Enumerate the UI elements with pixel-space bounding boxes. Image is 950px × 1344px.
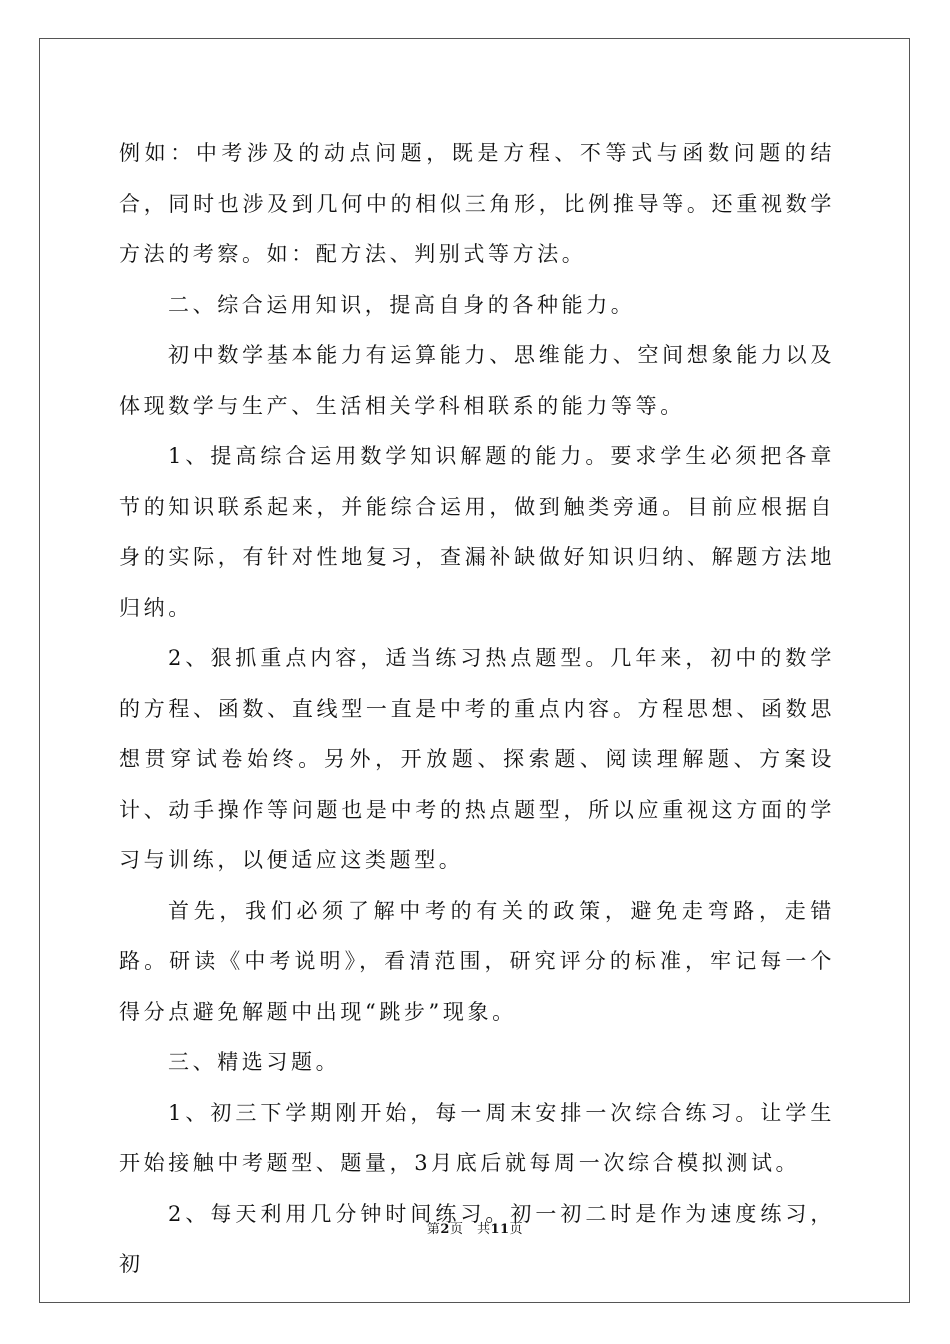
paragraph-9: 2、每天利用几分钟时间练习。初一初二时是作为速度练习，初: [119, 1201, 835, 1276]
paragraph-1: 例如：中考涉及的动点问题，既是方程、不等式与函数问题的结合，同时也涉及到几何中的相似三角形，比例推导等。还重视数学方法的考察。如：配方法、判别式等方法。: [119, 141, 835, 266]
footer-mid: 页 共: [449, 1222, 491, 1237]
footer-page-number: 2: [440, 1222, 450, 1237]
section-heading-3: 三、精选习题。: [168, 1050, 341, 1074]
footer-suffix: 页: [509, 1222, 524, 1237]
paragraph-5: 2、狠抓重点内容，适当练习热点题型。几年来，初中的数学的方程、函数、直线型一直是中考的重点内容。方程思想、函数思想贯穿试卷始终。另外，开放题、探索题、阅读理解题、方案设计、动手操作等问题也是中考的热点题型，所以应重视这方面的学习与训练，以便适应这类题型。: [119, 646, 835, 872]
paragraph-4: 1、提高综合运用数学知识解题的能力。要求学生必须把各章节的知识联系起来，并能综合运用，做到触类旁通。目前应根据自身的实际，有针对性地复习，查漏补缺做好知识归纳、解题方法地归纳。: [119, 444, 835, 620]
paragraph-8: 1、初三下学期刚开始，每一周末安排一次综合练习。让学生开始接触中考题型、题量，3月底后就每周一次综合模拟测试。: [119, 1100, 835, 1175]
footer-total-pages: 11: [490, 1222, 510, 1237]
paragraph-6: 首先，我们必须了解中考的有关的政策，避免走弯路，走错路。研读《中考说明》，看清范围，研究评分的标准，牢记每一个得分点避免解题中出现“跳步”现象。: [119, 898, 835, 1024]
paragraph-3: 初中数学基本能力有运算能力、思维能力、空间想象能力以及体现数学与生产、生活相关学科相联系的能力等等。: [119, 343, 835, 418]
document-body: [119, 128, 835, 1290]
page-footer: [0, 1218, 950, 1237]
footer-prefix: 第: [426, 1222, 441, 1237]
section-heading-2: 二、综合运用知识，提高自身的各种能力。: [168, 292, 636, 317]
